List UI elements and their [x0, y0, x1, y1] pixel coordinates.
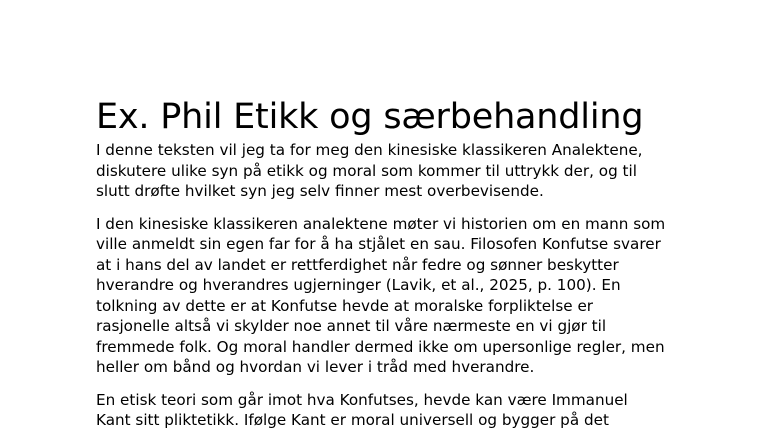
text-line: I denne teksten vil jeg ta for meg den kinesiske klassikeren Analektene,	[96, 141, 643, 159]
text-line: tolkning av dette er at Konfutse hevde at moralske forpliktelse er	[96, 296, 594, 315]
text-line: Kant sitt pliktetikk. Ifølge Kant er moral universell og bygger på det	[96, 411, 609, 429]
text-line: ville anmeldt sin egen far for å ha stjålet en sau. Filosofen Konfutse svarer	[96, 235, 661, 253]
text-line: diskutere ulike syn på etikk og moral som kommer til uttrykk der, og til	[96, 161, 637, 180]
text-line: slutt drøfte hvilket syn jeg selv finner mest overbevisende.	[96, 182, 544, 200]
paragraph-analektene	[96, 214, 696, 378]
text-line: heller om bånd og hvordan vi lever i tråd med hverandre.	[96, 358, 535, 376]
document-title: Ex. Phil Etikk og særbehandling	[96, 97, 644, 137]
text-line: En etisk teori som går imot hva Konfutses, hevde kan være Immanuel	[96, 390, 628, 409]
paragraph-intro	[96, 140, 696, 202]
document-body	[96, 96, 696, 431]
text-line: fremmede folk. Og moral handler dermed ikke om upersonlige regler, men	[96, 337, 665, 356]
text-line: rasjonelle altså vi skylder noe annet til våre nærmeste en vi gjør til	[96, 317, 607, 335]
paragraph-kant	[96, 390, 696, 431]
text-line: I den kinesiske klassikeren analektene møter vi historien om en mann som	[96, 214, 666, 233]
text-line: at i hans del av landet er rettferdighet når fedre og sønner beskytter	[96, 255, 619, 274]
text-line: hverandre og hverandres ugjerninger (Lavik, et al., 2025, p. 100). En	[96, 276, 621, 294]
